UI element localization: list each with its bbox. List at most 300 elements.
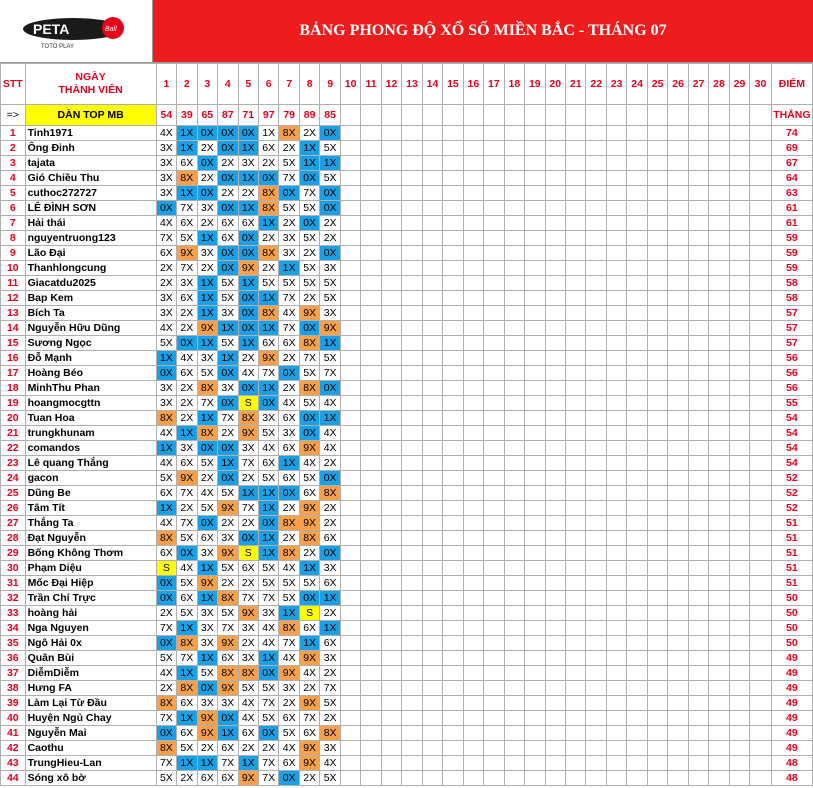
empty-cell <box>709 426 729 441</box>
empty-cell <box>422 105 442 126</box>
empty-cell <box>525 726 545 741</box>
empty-cell <box>586 186 606 201</box>
empty-cell <box>566 696 586 711</box>
empty-cell <box>566 231 586 246</box>
day-result-cell: 6X <box>279 711 299 726</box>
empty-cell <box>647 171 667 186</box>
empty-cell <box>729 501 749 516</box>
empty-cell <box>402 381 422 396</box>
empty-cell <box>627 186 647 201</box>
empty-cell <box>729 666 749 681</box>
empty-cell <box>484 726 504 741</box>
row-stt: 14 <box>1 321 26 336</box>
empty-cell <box>381 666 401 681</box>
empty-cell <box>504 306 524 321</box>
peta-logo-icon <box>21 11 131 51</box>
empty-cell <box>668 381 688 396</box>
row-stt: 27 <box>1 516 26 531</box>
empty-cell <box>443 306 463 321</box>
day-result-cell: 4X <box>258 441 278 456</box>
row-stt: 2 <box>1 141 26 156</box>
day-result-cell: 7X <box>177 516 197 531</box>
empty-cell <box>566 681 586 696</box>
day-result-cell: 7X <box>156 711 176 726</box>
empty-cell <box>606 171 626 186</box>
empty-cell <box>504 186 524 201</box>
day-result-cell: 4X <box>320 441 340 456</box>
empty-cell <box>422 321 442 336</box>
day-result-cell: 4X <box>299 666 319 681</box>
empty-cell <box>750 381 772 396</box>
empty-cell <box>484 456 504 471</box>
empty-cell <box>340 291 360 306</box>
empty-cell <box>647 231 667 246</box>
empty-cell <box>586 261 606 276</box>
empty-cell <box>586 621 606 636</box>
day-result-cell: 1X <box>177 141 197 156</box>
day-result-cell: 4X <box>156 456 176 471</box>
column-header-day: 14 <box>422 64 442 105</box>
day-result-cell: 2X <box>299 546 319 561</box>
empty-cell <box>566 246 586 261</box>
empty-cell <box>606 456 626 471</box>
day-result-cell: 2X <box>197 741 217 756</box>
empty-cell <box>647 105 667 126</box>
empty-cell <box>606 621 626 636</box>
day-result-cell: 9X <box>218 681 238 696</box>
day-result-cell: 1X <box>258 501 278 516</box>
table-row <box>1 756 813 771</box>
empty-cell <box>422 261 442 276</box>
empty-cell <box>402 546 422 561</box>
day-result-cell: 2X <box>177 396 197 411</box>
empty-cell <box>668 246 688 261</box>
empty-cell <box>484 216 504 231</box>
row-score: 50 <box>771 636 812 651</box>
row-stt: 41 <box>1 726 26 741</box>
member-name: Tinh1971 <box>25 126 156 141</box>
empty-cell <box>647 336 667 351</box>
empty-cell <box>443 486 463 501</box>
empty-cell <box>340 666 360 681</box>
empty-cell <box>606 291 626 306</box>
empty-cell <box>688 516 708 531</box>
table-row <box>1 636 813 651</box>
day-result-cell: 7X <box>156 231 176 246</box>
empty-cell <box>422 411 442 426</box>
empty-cell <box>463 516 483 531</box>
empty-cell <box>402 651 422 666</box>
day-result-cell: 0X <box>218 441 238 456</box>
empty-cell <box>688 366 708 381</box>
empty-cell <box>566 546 586 561</box>
day-result-cell: 9X <box>197 711 217 726</box>
table-row <box>1 306 813 321</box>
table-row <box>1 201 813 216</box>
day-result-cell: 6X <box>177 456 197 471</box>
empty-cell <box>361 261 381 276</box>
day-result-cell: 2X <box>197 471 217 486</box>
empty-cell <box>381 531 401 546</box>
day-result-cell: 2X <box>258 741 278 756</box>
empty-cell <box>566 381 586 396</box>
day-result-cell: 7X <box>238 456 258 471</box>
empty-cell <box>463 291 483 306</box>
empty-cell <box>750 666 772 681</box>
day-result-cell: 1X <box>320 621 340 636</box>
day-result-cell: 9X <box>177 246 197 261</box>
day-result-cell: 6X <box>156 486 176 501</box>
results-table <box>0 63 813 786</box>
empty-cell <box>443 156 463 171</box>
empty-cell <box>668 141 688 156</box>
empty-cell <box>402 726 422 741</box>
day-result-cell: 3X <box>279 426 299 441</box>
empty-cell <box>668 771 688 786</box>
day-result-cell: 6X <box>197 531 217 546</box>
day-result-cell: 0X <box>218 366 238 381</box>
empty-cell <box>381 396 401 411</box>
empty-cell <box>443 291 463 306</box>
empty-cell <box>484 186 504 201</box>
row-stt: 18 <box>1 381 26 396</box>
empty-cell <box>566 471 586 486</box>
empty-cell <box>688 606 708 621</box>
logo <box>0 0 153 62</box>
empty-cell <box>545 546 565 561</box>
day-result-cell: 9X <box>299 756 319 771</box>
empty-cell <box>402 261 422 276</box>
empty-cell <box>729 105 749 126</box>
row-score: 48 <box>771 756 812 771</box>
day-result-cell: 7X <box>258 756 278 771</box>
empty-cell <box>606 591 626 606</box>
row-stt: 30 <box>1 561 26 576</box>
empty-cell <box>504 141 524 156</box>
day-result-cell: 0X <box>320 546 340 561</box>
day-result-cell: 2X <box>258 231 278 246</box>
day-result-cell: 3X <box>320 741 340 756</box>
empty-cell <box>647 426 667 441</box>
day-result-cell: 7X <box>299 711 319 726</box>
day-result-cell: 6X <box>320 636 340 651</box>
day-result-cell: 0X <box>320 201 340 216</box>
empty-cell <box>504 171 524 186</box>
empty-cell <box>402 516 422 531</box>
empty-cell <box>443 696 463 711</box>
empty-cell <box>566 105 586 126</box>
empty-cell <box>647 486 667 501</box>
member-name: Gió Chiều Thu <box>25 171 156 186</box>
empty-cell <box>381 216 401 231</box>
empty-cell <box>586 486 606 501</box>
day-result-cell: 9X <box>238 426 258 441</box>
empty-cell <box>484 426 504 441</box>
empty-cell <box>484 246 504 261</box>
empty-cell <box>422 381 442 396</box>
empty-cell <box>463 621 483 636</box>
empty-cell <box>647 606 667 621</box>
empty-cell <box>566 771 586 786</box>
day-result-cell: 2X <box>320 606 340 621</box>
empty-cell <box>463 351 483 366</box>
day-result-cell: 5X <box>177 606 197 621</box>
day-result-cell: 2X <box>258 261 278 276</box>
column-header-day: 26 <box>668 64 688 105</box>
empty-cell <box>504 516 524 531</box>
day-result-cell: 2X <box>156 681 176 696</box>
day-result-cell: 3X <box>218 306 238 321</box>
empty-cell <box>627 321 647 336</box>
row-stt: 44 <box>1 771 26 786</box>
empty-cell <box>381 261 401 276</box>
empty-cell <box>688 696 708 711</box>
empty-cell <box>586 501 606 516</box>
empty-cell <box>340 756 360 771</box>
empty-cell <box>402 456 422 471</box>
row-score: 49 <box>771 711 812 726</box>
empty-cell <box>566 351 586 366</box>
table-row <box>1 246 813 261</box>
day-result-cell: 6X <box>177 726 197 741</box>
empty-cell <box>647 201 667 216</box>
empty-cell <box>525 411 545 426</box>
empty-cell <box>729 231 749 246</box>
row-stt: 7 <box>1 216 26 231</box>
day-result-cell: 8X <box>156 741 176 756</box>
empty-cell <box>606 696 626 711</box>
empty-cell <box>606 681 626 696</box>
dan-value: 71 <box>238 105 258 126</box>
empty-cell <box>545 651 565 666</box>
day-result-cell: 1X <box>258 651 278 666</box>
empty-cell <box>750 156 772 171</box>
empty-cell <box>340 381 360 396</box>
day-result-cell: 2X <box>177 381 197 396</box>
row-stt: 35 <box>1 636 26 651</box>
empty-cell <box>361 711 381 726</box>
empty-cell <box>381 516 401 531</box>
row-score: 57 <box>771 321 812 336</box>
logo-sub: TOTO PLAY <box>41 44 75 50</box>
day-result-cell: 1X <box>177 711 197 726</box>
row-stt: 5 <box>1 186 26 201</box>
empty-cell <box>545 666 565 681</box>
day-result-cell: 7X <box>177 201 197 216</box>
empty-cell <box>668 366 688 381</box>
member-name: LÊ ĐÌNH SƠN <box>25 201 156 216</box>
day-result-cell: 8X <box>258 186 278 201</box>
empty-cell <box>504 156 524 171</box>
empty-cell <box>525 126 545 141</box>
empty-cell <box>484 321 504 336</box>
empty-cell <box>443 711 463 726</box>
day-result-cell: 1X <box>258 321 278 336</box>
member-name: Giacatdu2025 <box>25 276 156 291</box>
empty-cell <box>647 711 667 726</box>
column-header-stt: STT <box>1 64 26 105</box>
empty-cell <box>402 591 422 606</box>
row-score: 63 <box>771 186 812 201</box>
day-result-cell: 0X <box>238 321 258 336</box>
member-name: Tâm Tít <box>25 501 156 516</box>
empty-cell <box>627 486 647 501</box>
day-result-cell: 9X <box>299 741 319 756</box>
empty-cell <box>586 546 606 561</box>
empty-cell <box>402 576 422 591</box>
day-result-cell: 3X <box>258 606 278 621</box>
empty-cell <box>606 441 626 456</box>
empty-cell <box>525 291 545 306</box>
empty-cell <box>647 531 667 546</box>
empty-cell <box>463 486 483 501</box>
empty-cell <box>361 681 381 696</box>
column-header-day: 5 <box>238 64 258 105</box>
row-stt: 11 <box>1 276 26 291</box>
day-result-cell: 1X <box>279 456 299 471</box>
empty-cell <box>443 276 463 291</box>
empty-cell <box>606 411 626 426</box>
empty-cell <box>361 321 381 336</box>
empty-cell <box>627 171 647 186</box>
empty-cell <box>484 621 504 636</box>
empty-cell <box>504 486 524 501</box>
day-result-cell: 9X <box>320 321 340 336</box>
empty-cell <box>606 546 626 561</box>
empty-cell <box>381 501 401 516</box>
empty-cell <box>627 501 647 516</box>
empty-cell <box>340 591 360 606</box>
empty-cell <box>340 546 360 561</box>
empty-cell <box>606 396 626 411</box>
empty-cell <box>586 231 606 246</box>
table-row <box>1 411 813 426</box>
empty-cell <box>402 606 422 621</box>
member-name: hoangmocgttn <box>25 396 156 411</box>
empty-cell <box>750 351 772 366</box>
empty-cell <box>668 591 688 606</box>
empty-cell <box>484 381 504 396</box>
empty-cell <box>606 261 626 276</box>
day-result-cell: 1X <box>197 231 217 246</box>
empty-cell <box>606 201 626 216</box>
empty-cell <box>688 591 708 606</box>
empty-cell <box>504 216 524 231</box>
empty-cell <box>566 156 586 171</box>
empty-cell <box>688 201 708 216</box>
day-result-cell: 1X <box>279 606 299 621</box>
day-result-cell: 0X <box>279 486 299 501</box>
empty-cell <box>545 186 565 201</box>
day-result-cell: 7X <box>177 261 197 276</box>
day-result-cell: 5X <box>299 396 319 411</box>
member-name: trungkhunam <box>25 426 156 441</box>
day-result-cell: 1X <box>177 426 197 441</box>
empty-cell <box>443 651 463 666</box>
member-name: Nguyễn Mai <box>25 726 156 741</box>
empty-cell <box>688 261 708 276</box>
empty-cell <box>443 426 463 441</box>
empty-cell <box>525 171 545 186</box>
day-result-cell: 5X <box>299 276 319 291</box>
empty-cell <box>361 546 381 561</box>
empty-cell <box>729 276 749 291</box>
empty-cell <box>545 306 565 321</box>
empty-cell <box>402 501 422 516</box>
empty-cell <box>443 471 463 486</box>
day-result-cell: 6X <box>238 726 258 741</box>
empty-cell <box>647 156 667 171</box>
empty-cell <box>750 141 772 156</box>
table-row <box>1 216 813 231</box>
empty-cell <box>586 351 606 366</box>
empty-cell <box>729 186 749 201</box>
empty-cell <box>525 546 545 561</box>
empty-cell <box>525 201 545 216</box>
empty-cell <box>566 201 586 216</box>
empty-cell <box>647 381 667 396</box>
empty-cell <box>525 486 545 501</box>
empty-cell <box>668 516 688 531</box>
day-result-cell: 9X <box>238 261 258 276</box>
member-name: cuthoc272727 <box>25 186 156 201</box>
empty-cell <box>402 156 422 171</box>
logo-text: PETA <box>33 21 70 37</box>
empty-cell <box>709 546 729 561</box>
empty-cell <box>647 546 667 561</box>
empty-cell <box>586 411 606 426</box>
day-result-cell: 0X <box>218 171 238 186</box>
dan-label: DÀN TOP MB <box>25 105 156 126</box>
empty-cell <box>402 486 422 501</box>
empty-cell <box>668 261 688 276</box>
empty-cell <box>545 486 565 501</box>
member-name: Caothu <box>25 741 156 756</box>
empty-cell <box>484 516 504 531</box>
empty-cell <box>709 201 729 216</box>
day-result-cell: 2X <box>320 501 340 516</box>
empty-cell <box>606 186 626 201</box>
day-result-cell: 4X <box>320 756 340 771</box>
empty-cell <box>443 561 463 576</box>
empty-cell <box>525 276 545 291</box>
empty-cell <box>402 696 422 711</box>
empty-cell <box>381 681 401 696</box>
empty-cell <box>422 516 442 531</box>
day-result-cell: 1X <box>299 141 319 156</box>
empty-cell <box>688 486 708 501</box>
day-result-cell: 3X <box>279 246 299 261</box>
empty-cell <box>525 441 545 456</box>
empty-cell <box>566 171 586 186</box>
empty-cell <box>709 531 729 546</box>
empty-cell <box>361 396 381 411</box>
empty-cell <box>709 381 729 396</box>
day-result-cell: 9X <box>299 501 319 516</box>
empty-cell <box>422 366 442 381</box>
day-result-cell: 7X <box>177 651 197 666</box>
empty-cell <box>381 471 401 486</box>
day-result-cell: 4X <box>156 321 176 336</box>
empty-cell <box>566 621 586 636</box>
day-result-cell: 5X <box>218 276 238 291</box>
column-header-day: 11 <box>361 64 381 105</box>
empty-cell <box>750 696 772 711</box>
empty-cell <box>566 396 586 411</box>
empty-cell <box>709 711 729 726</box>
day-result-cell: 2X <box>258 156 278 171</box>
empty-cell <box>484 591 504 606</box>
